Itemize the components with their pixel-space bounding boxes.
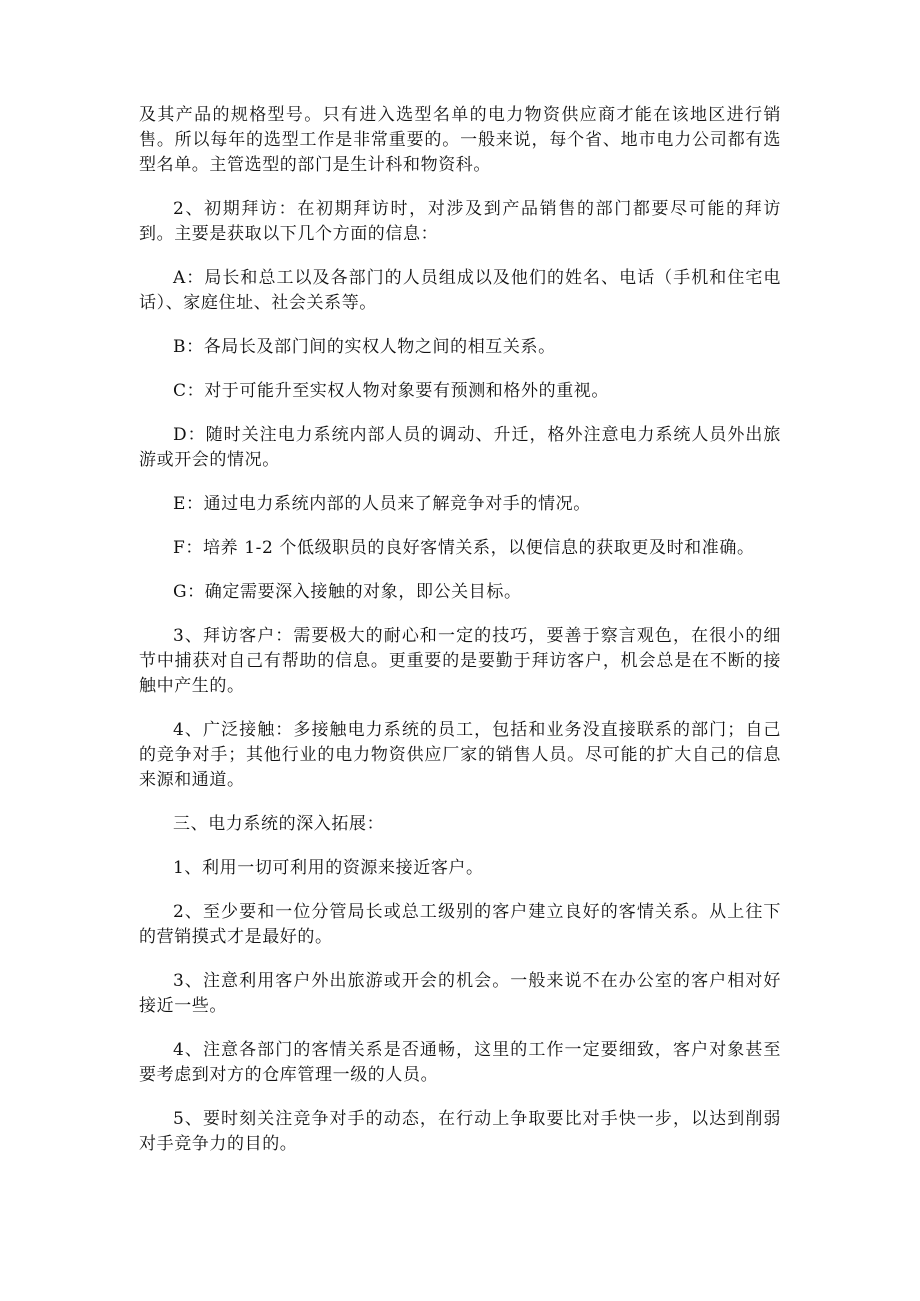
paragraph: 1、利用一切可利用的资源来接近客户。 <box>173 858 484 878</box>
paragraph: E：通过电力系统内部的人员来了解竞争对手的情况。 <box>173 494 591 514</box>
paragraph: 4、注意各部门的客情关系是否通畅，这里的工作一定要细致，客户对象甚至要考虑到对方的仓库管理一级的人员。 <box>139 1040 781 1085</box>
paragraph: 及其产品的规格型号。只有进入选型名单的电力物资供应商才能在该地区进行销售。所以每年的选型工作是非常重要的。一般来说，每个省、地市电力公司都有选型名单。主管选型的部门是生计科和物资科。 <box>139 105 781 175</box>
paragraph: F：培养 1-2 个低级职员的良好客情关系，以便信息的获取更及时和准确。 <box>173 538 755 558</box>
paragraph: B：各局长及部门间的实权人物之间的相互关系。 <box>173 337 556 357</box>
paragraph: C：对于可能升至实权人物对象要有预测和格外的重视。 <box>173 381 610 401</box>
paragraph: D：随时关注电力系统内部人员的调动、升迁，格外注意电力系统人员外出旅游或开会的情况。 <box>139 425 781 470</box>
paragraph: 3、拜访客户：需要极大的耐心和一定的技巧，要善于察言观色，在很小的细节中捕获对自己有帮助的信息。更重要的是要勤于拜访客户，机会总是在不断的接触中产生的。 <box>139 626 781 696</box>
paragraph: A：局长和总工以及各部门的人员组成以及他们的姓名、电话（手机和住宅电话）、家庭住址、社会关系等。 <box>139 268 781 313</box>
paragraph: 3、注意利用客户外出旅游或开会的机会。一般来说不在办公室的客户相对好接近一些。 <box>139 971 781 1016</box>
paragraph: 5、要时刻关注竞争对手的动态，在行动上争取要比对手快一步，以达到削弱对手竞争力的目的。 <box>139 1109 781 1154</box>
paragraph: 4、广泛接触：多接触电力系统的员工，包括和业务没直接联系的部门；自己的竞争对手；其他行业的电力物资供应厂家的销售人员。尽可能的扩大自己的信息来源和通道。 <box>139 720 781 790</box>
document-body <box>139 103 781 1176</box>
paragraph: G：确定需要深入接触的对象，即公关目标。 <box>173 582 522 602</box>
paragraph: 2、初期拜访：在初期拜访时，对涉及到产品销售的部门都要尽可能的拜访到。主要是获取以下几个方面的信息： <box>139 199 781 244</box>
paragraph: 2、至少要和一位分管局长或总工级别的客户建立良好的客情关系。从上往下的营销摸式才是最好的。 <box>139 902 781 947</box>
section-heading: 三、电力系统的深入拓展： <box>173 814 385 834</box>
